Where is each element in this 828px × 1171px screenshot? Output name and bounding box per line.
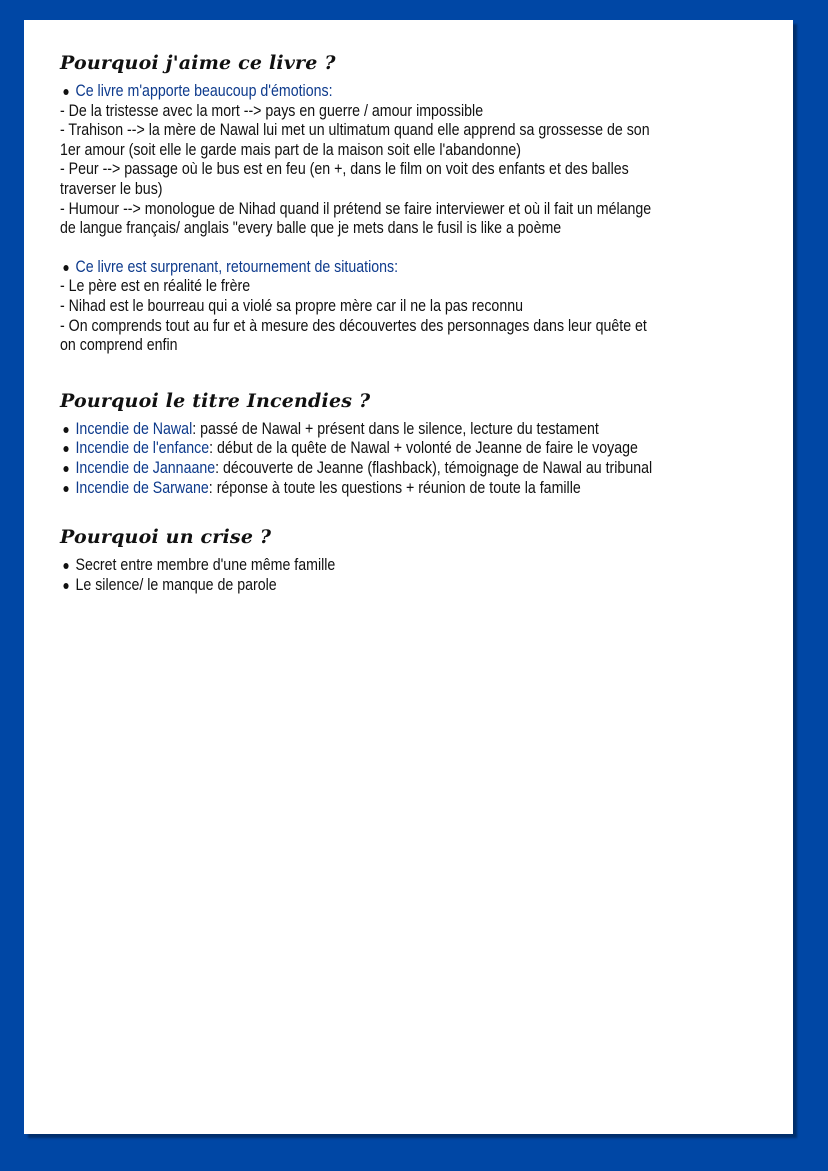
section-crisis [60,522,793,595]
spacer [60,239,793,258]
item-term: Incendie de Jannaane [75,458,216,477]
list-item [60,439,763,459]
list-item: Le silence/ le manque de parole [60,576,763,596]
section-why-i-like [60,48,793,356]
text-line: - On comprends tout au fur et à mesure des découvertes des personnages dans leur quête et [60,316,647,335]
text-line: - Humour --> monologue de Nihad quand il prétend se faire interviewer et où il fait un mélange [60,199,652,218]
section-title: Pourquoi le titre Incendies ? [60,389,371,412]
item-term: Incendie de Sarwane [75,478,209,497]
text-line: - Trahison --> la mère de Nawal lui met un ultimatum quand elle apprend sa grossesse de son [60,121,650,140]
item-desc: : réponse à toute les questions + réunion de toute la famille [208,478,581,497]
item-desc: : découverte de Jeanne (flashback), témoignage de Nawal au tribunal [215,458,653,477]
section-title: Pourquoi j'aime ce livre ? [60,52,336,74]
text-line: - Peur --> passage où le bus est en feu (en +, dans le film on voit des enfants et des balles [60,160,629,179]
list-item [60,459,763,479]
text-line: - Le père est en réalité le frère [60,277,251,296]
section-title-meaning [60,386,793,498]
bullet-surprising: Ce livre est surprenant, retournement de situations: [60,258,763,278]
text-line: de langue français/ anglais "every balle que je mets dans le fusil is like a poème [60,219,562,238]
list-item: Secret entre membre d'une même famille [60,556,763,576]
text-line: 1er amour (soit elle le garde mais part de la maison soit elle l'abandonne) [60,140,521,159]
item-term: Incendie de Nawal [75,419,193,438]
item-desc: : passé de Nawal + présent dans le silence, lecture du testament [192,419,599,438]
list-item [60,420,763,440]
text-line: on comprend enfin [60,336,178,355]
document-page [24,20,793,1134]
text-line: - De la tristesse avec la mort --> pays en guerre / amour impossible [60,101,484,120]
list-item [60,479,763,499]
section-title: Pourquoi un crise ? [60,526,272,549]
item-desc: : début de la quête de Nawal + volonté de Jeanne de faire le voyage [209,439,638,458]
bullet-emotions: Ce livre m'apporte beaucoup d'émotions: [60,82,763,102]
text-line: - Nihad est le bourreau qui a violé sa propre mère car il ne la pas reconnu [60,296,524,315]
text-line: traverser le bus) [60,179,163,198]
item-term: Incendie de l'enfance [75,439,210,458]
